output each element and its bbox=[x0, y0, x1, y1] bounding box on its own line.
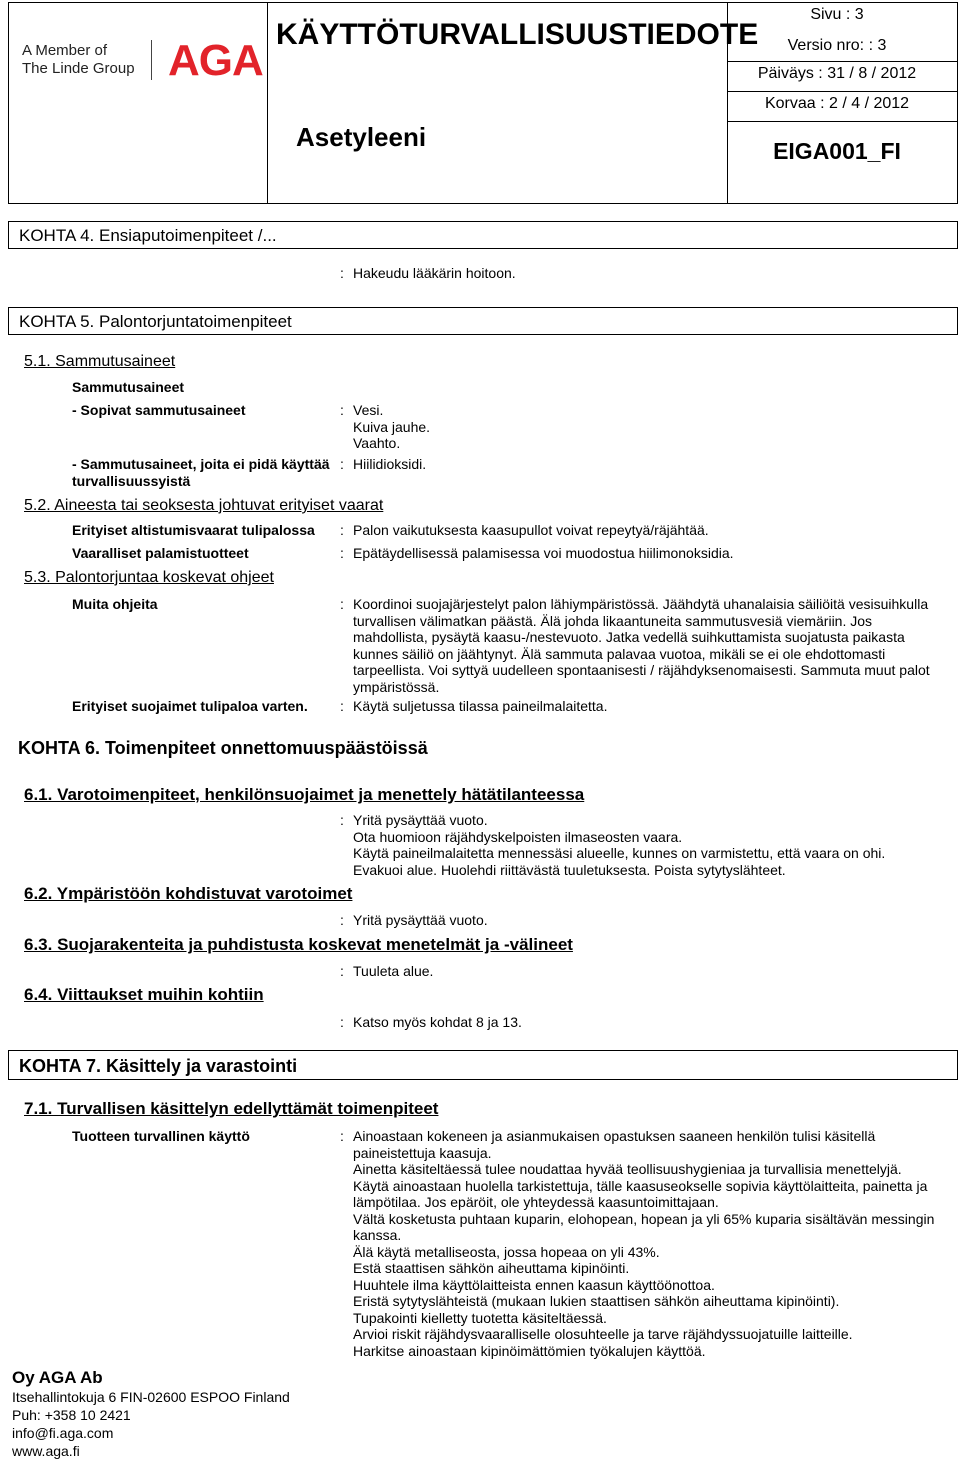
value-combustion-products: Epätäydellisessä palamisessa voi muodostua hiilimonoksidia. bbox=[353, 545, 734, 561]
value-safe-use: Ainoastaan kokeneen ja asianmukaisen opastuksen saaneen henkilön tulisi käsitellä paineistettuja kaasuja. Ainetta käsiteltäessä tulee noudattaa hyvää teollisuushygieniaa ja turvallisia menettelyjä. Käytä ainoastaan huolella tarkistettuja, tälle kaasuseokselle sopivia käyttölaitteita, painetta ja lämpötilaa. Jos epäröit, ole yhteydessä kaasuntoimittajaan. Vältä kosketusta puhtaan kuparin, elohopean, hopean ja yli 65% kuparia sisältävän messingin kanssa. Älä käytä metalliseosta, jossa hopeaa on yli 43%. Estä staattisen sähkön aiheuttama kipinöinti. Huuhtele ilma käyttölaitteista ennen kaasun käyttöönottoa. Eristä sytytyslähteistä (mukaan lukien staattisen sähkön aiheuttama kipinöinti). Tupakointi kielletty tuotetta käsiteltäessä. Arvioi riskit räjähdysvaaralliselle olosuhteelle ja tarve räjähdyssuojatuille laitteille. Harkitse ainoastaan kipinöimättömien työkalujen käyttöä. bbox=[353, 1128, 935, 1359]
label-suitable-media: - Sopivat sammutusaineet bbox=[72, 402, 246, 418]
company-info bbox=[12, 1368, 290, 1460]
product-name: Asetyleeni bbox=[296, 122, 427, 152]
colon: : bbox=[340, 456, 344, 472]
page-number: Sivu : 3 bbox=[810, 6, 864, 23]
document-title: KÄYTTÖTURVALLISUUSTIEDOTE bbox=[276, 18, 759, 51]
subsection-5-1: 5.1. Sammutusaineet bbox=[24, 353, 176, 370]
label-safe-use: Tuotteen turvallinen käyttö bbox=[72, 1128, 250, 1144]
section-5-title: KOHTA 5. Palontorjuntatoimenpiteet bbox=[8, 307, 958, 335]
colon: : bbox=[340, 545, 344, 561]
colon: : bbox=[340, 912, 344, 928]
colon: : bbox=[340, 596, 344, 612]
value-other-instructions: Koordinoi suojajärjestelyt palon lähiympäristössä. Jäähdytä uhanalaisia säiliöitä vesisuihkulla turvallisen välimatkan päästä. Älä johda likaantuneita sammutusvesiä viemäriin. Jos mahdollista, pysäytä kaasu-/nestevuoto. Jatka vedellä suihkuttamista suojatusta paikasta kunnes säiliö on jäähtynyt. Älä sammuta palavaa vuotoa, mikäli se ei ole ehdottomasti tarpeellista. Voi syttyä uudelleen spontaanisesti / räjähdyksenomaisesti. Sammuta muut palot ympäristössä. bbox=[353, 596, 930, 695]
version-number: Versio nro: : 3 bbox=[787, 37, 887, 54]
company-address: Itsehallintokuja 6 FIN-02600 ESPOO Finland bbox=[12, 1389, 290, 1405]
colon: : bbox=[340, 812, 344, 828]
section-6-title: KOHTA 6. Toimenpiteet onnettomuuspäästöissä bbox=[18, 738, 428, 758]
colon: : bbox=[340, 1128, 344, 1144]
label-extinguishing-media: Sammutusaineet bbox=[72, 379, 185, 395]
value-references: Katso myös kohdat 8 ja 13. bbox=[353, 1014, 522, 1030]
subsection-5-2: 5.2. Aineesta tai seoksesta johtuvat erityiset vaarat bbox=[24, 497, 384, 514]
subsection-6-1: 6.1. Varotoimenpiteet, henkilönsuojaimet ja menettely hätätilanteessa bbox=[24, 785, 585, 804]
linde-group-logo: A Member of The Linde Group bbox=[22, 42, 135, 77]
replaces-date: Korvaa : 2 / 4 / 2012 bbox=[764, 95, 910, 112]
aga-logo: AGA bbox=[168, 36, 263, 85]
label-other-instructions: Muita ohjeita bbox=[72, 596, 158, 612]
subsection-6-3: 6.3. Suojarakenteita ja puhdistusta koskevat menetelmät ja -välineet bbox=[24, 935, 573, 954]
header-rule bbox=[727, 91, 957, 92]
first-aid-advice: Hakeudu lääkärin hoitoon. bbox=[353, 265, 516, 281]
section-4-title: KOHTA 4. Ensiaputoimenpiteet /... bbox=[8, 221, 958, 249]
colon: : bbox=[340, 522, 344, 538]
subsection-6-2: 6.2. Ympäristöön kohdistuvat varotoimet bbox=[24, 884, 353, 903]
colon: : bbox=[340, 402, 344, 418]
company-name: Oy AGA Ab bbox=[12, 1368, 103, 1387]
logo-separator bbox=[151, 40, 152, 80]
label-unsuitable-media: - Sammutusaineet, joita ei pidä käyttää turvallisuussyistä bbox=[72, 456, 330, 489]
issue-date: Päiväys : 31 / 8 / 2012 bbox=[757, 65, 917, 82]
header-divider bbox=[267, 3, 268, 203]
value-containment-methods: Tuuleta alue. bbox=[353, 963, 434, 979]
company-website[interactable]: www.aga.fi bbox=[12, 1443, 80, 1459]
label-protective-equipment: Erityiset suojaimet tulipaloa varten. bbox=[72, 698, 308, 714]
value-personal-precautions: Yritä pysäyttää vuoto. Ota huomioon räjähdyskelpoisten ilmaseosten vaara. Käytä paineilmalaitetta mennessäsi alueelle, kunnes on varmistettu, että vaara on ohi. Evakuoi alue. Huolehdi riittävästä tuuletuksesta. Poista sytytyslähteet. bbox=[353, 812, 886, 878]
colon: : bbox=[340, 963, 344, 979]
colon: : bbox=[340, 1014, 344, 1030]
company-email[interactable]: info@fi.aga.com bbox=[12, 1425, 114, 1441]
subsection-6-4: 6.4. Viittaukset muihin kohtiin bbox=[24, 985, 264, 1004]
value-environmental-precautions: Yritä pysäyttää vuoto. bbox=[353, 912, 488, 928]
company-phone: Puh: +358 10 2421 bbox=[12, 1407, 131, 1423]
value-special-exposure: Palon vaikutuksesta kaasupullot voivat repeytyä/räjähtää. bbox=[353, 522, 709, 538]
header-rule bbox=[727, 61, 957, 62]
colon: : bbox=[340, 265, 344, 281]
header-rule bbox=[727, 121, 957, 122]
value-suitable-media: Vesi. Kuiva jauhe. Vaahto. bbox=[353, 402, 431, 451]
label-combustion-products: Vaaralliset palamistuotteet bbox=[72, 545, 249, 561]
colon: : bbox=[340, 698, 344, 714]
section-7-title: KOHTA 7. Käsittely ja varastointi bbox=[8, 1050, 958, 1080]
subsection-5-3: 5.3. Palontorjuntaa koskevat ohjeet bbox=[24, 569, 274, 586]
subsection-7-1: 7.1. Turvallisen käsittelyn edellyttämät toimenpiteet bbox=[24, 1099, 439, 1118]
value-unsuitable-media: Hiilidioksidi. bbox=[353, 456, 427, 472]
label-special-exposure: Erityiset altistumisvaarat tulipalossa bbox=[72, 522, 315, 538]
document-id: EIGA001_FI bbox=[773, 138, 901, 164]
value-protective-equipment: Käytä suljetussa tilassa paineilmalaitetta. bbox=[353, 698, 608, 714]
